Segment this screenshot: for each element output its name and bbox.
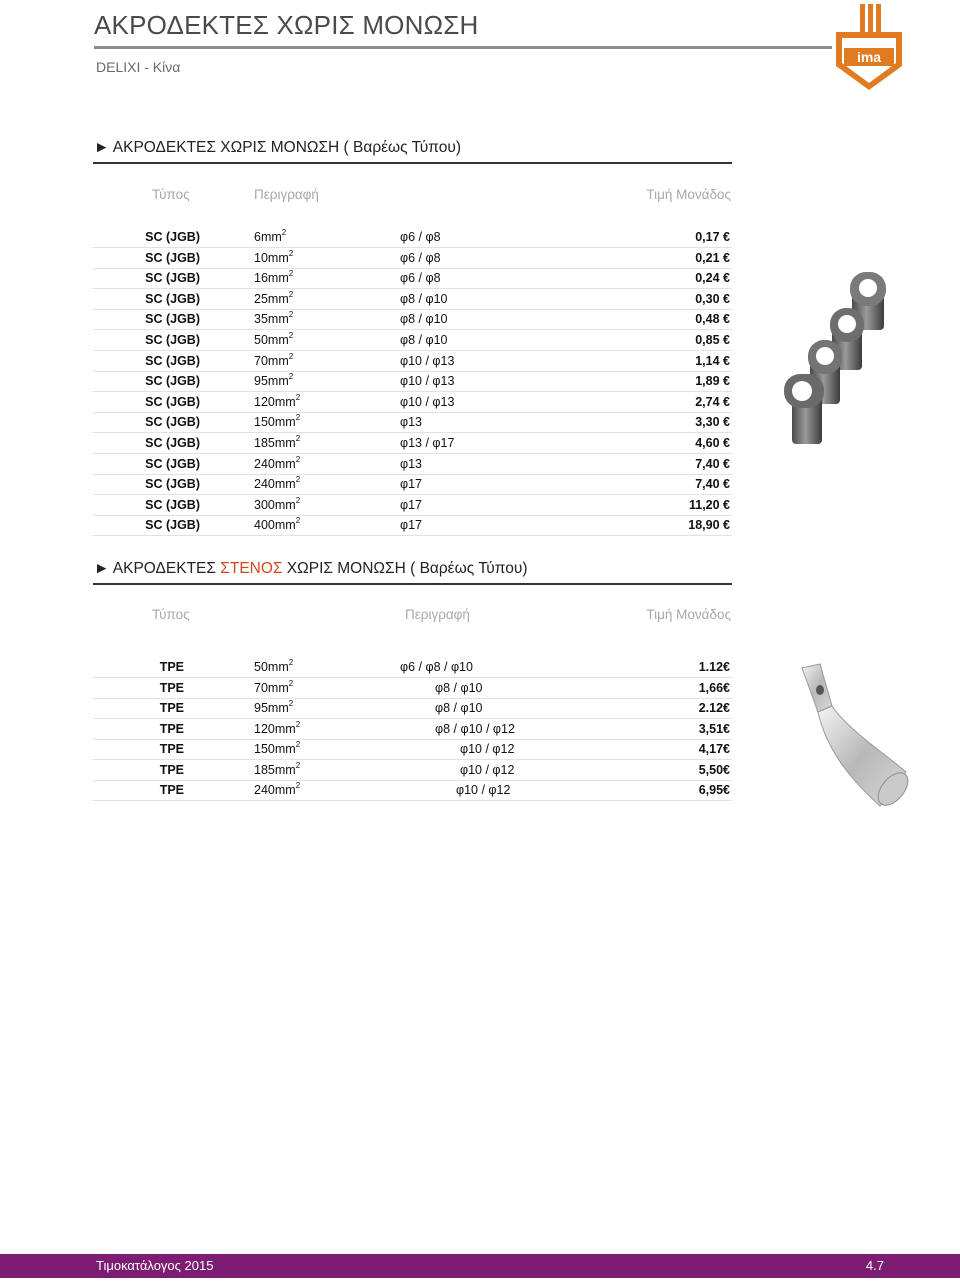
row-diameter: φ10 / φ12 — [460, 742, 515, 756]
row-diameter: φ6 / φ8 — [400, 250, 441, 265]
table-row — [93, 678, 732, 699]
table-row — [93, 392, 732, 413]
table-row — [93, 227, 732, 248]
row-diameter: φ6 / φ8 — [400, 230, 441, 244]
size-value: 50mm — [254, 333, 289, 347]
row-section-size — [254, 660, 293, 674]
size-value: 95mm — [254, 701, 289, 715]
row-type: SC (JGB) — [145, 497, 200, 512]
row-price: 0,21 € — [695, 250, 730, 265]
table-row — [93, 268, 732, 289]
row-type: SC (JGB) — [145, 456, 200, 471]
size-exponent: 2 — [295, 475, 301, 485]
row-section-size — [254, 701, 293, 715]
row-type: TPE — [159, 742, 184, 756]
table-row — [93, 371, 732, 392]
table-row — [93, 289, 732, 310]
size-exponent: 2 — [295, 516, 301, 526]
size-exponent: 2 — [288, 351, 294, 361]
row-type: TPE — [159, 680, 184, 695]
row-section-size — [254, 374, 293, 388]
size-exponent: 2 — [288, 331, 294, 340]
table-row — [93, 454, 732, 475]
table-row — [93, 657, 732, 678]
row-type: SC (JGB) — [145, 250, 200, 265]
row-type: SC (JGB) — [145, 291, 200, 306]
row-diameter: φ17 — [400, 477, 423, 492]
row-diameter: φ6 / φ8 — [400, 271, 441, 286]
row-type: TPE — [159, 701, 184, 715]
size-value: 95mm — [254, 374, 289, 389]
size-exponent: 2 — [288, 678, 294, 688]
table-row — [93, 433, 732, 454]
row-price: 0,24 € — [695, 271, 730, 286]
row-type: TPE — [159, 721, 184, 736]
row-type: SC (JGB) — [145, 312, 200, 327]
size-value: 185mm — [254, 762, 296, 777]
column-header-description-2: Περιγραφή — [405, 607, 470, 622]
row-price: 0,17 € — [695, 230, 730, 244]
row-diameter: φ8 / φ10 — [400, 312, 448, 327]
row-section-size — [254, 760, 301, 777]
row-section-size — [254, 719, 301, 736]
page-number: 4.7 — [865, 1258, 884, 1273]
column-header-price: Τιμή Μονάδος — [646, 187, 731, 202]
table-row — [93, 351, 732, 372]
size-exponent: 2 — [281, 228, 287, 237]
table-row — [93, 330, 732, 351]
ring-lugs-image — [780, 268, 898, 448]
table-row — [93, 760, 732, 781]
row-type: SC (JGB) — [145, 477, 200, 492]
row-section-size — [254, 312, 293, 326]
size-exponent: 2 — [288, 372, 294, 382]
row-section-size — [254, 230, 286, 244]
size-value: 10mm — [254, 250, 289, 265]
size-exponent: 2 — [288, 289, 294, 299]
row-section-size — [254, 783, 300, 797]
section-heading-1: ► ΑΚΡΟΔΕΚΤΕΣ ΧΩΡΙΣ ΜΟΝΩΣΗ ( Βαρέως Τύπου) — [94, 139, 461, 156]
title-divider — [94, 46, 832, 49]
row-diameter: φ10 / φ13 — [400, 394, 455, 409]
row-section-size — [254, 289, 294, 306]
row-price: 4,60 € — [695, 436, 730, 450]
section-divider-2 — [93, 583, 732, 585]
size-exponent: 2 — [295, 392, 301, 402]
page-subtitle: DELIXI - Κίνα — [96, 59, 181, 75]
size-exponent: 2 — [295, 719, 301, 729]
section-divider-1 — [93, 162, 732, 164]
row-price: 7,40 € — [695, 477, 730, 492]
row-section-size — [254, 415, 300, 429]
row-type: SC (JGB) — [145, 394, 200, 409]
footer-catalog-label: Τιμοκατάλογος 2015 — [96, 1258, 214, 1273]
row-price: 0,30 € — [695, 291, 730, 306]
row-section-size — [254, 248, 294, 265]
heading-2-part-1: ► ΑΚΡΟΔΕΚΤΕΣ — [94, 560, 221, 577]
row-price: 11,20 € — [688, 497, 730, 512]
row-price: 0,48 € — [695, 312, 730, 327]
row-section-size — [254, 392, 301, 409]
ima-logo — [832, 2, 906, 94]
row-diameter: φ8 / φ10 / φ12 — [435, 721, 515, 736]
row-section-size — [254, 271, 293, 285]
row-diameter: φ13 / φ17 — [400, 436, 455, 450]
row-type: SC (JGB) — [145, 333, 200, 347]
column-header-type: Τύπος — [152, 187, 190, 202]
row-diameter: φ8 / φ10 — [435, 680, 483, 695]
size-value: 240mm — [254, 477, 296, 492]
footer-bar — [0, 1254, 960, 1278]
table-row — [93, 515, 732, 536]
row-section-size — [254, 454, 301, 471]
section-heading-2 — [94, 560, 528, 578]
row-price: 5,50€ — [698, 762, 730, 777]
row-section-size — [254, 518, 300, 532]
size-value: 240mm — [254, 456, 296, 471]
row-price: 0,85 € — [695, 333, 730, 347]
size-value: 120mm — [254, 394, 296, 409]
row-section-size — [254, 678, 294, 695]
size-exponent: 2 — [288, 310, 294, 320]
size-exponent: 2 — [295, 495, 301, 505]
row-price: 6,95€ — [698, 783, 730, 797]
size-value: 150mm — [254, 742, 296, 756]
size-exponent: 2 — [288, 699, 294, 708]
row-section-size — [254, 477, 300, 491]
row-price: 1,66€ — [698, 680, 730, 695]
narrow-lug-image — [788, 660, 912, 810]
row-diameter: φ17 — [400, 518, 423, 533]
row-section-size — [254, 742, 300, 756]
size-exponent: 2 — [295, 740, 301, 749]
row-type: TPE — [159, 762, 184, 777]
row-type: SC (JGB) — [145, 271, 200, 286]
size-value: 70mm — [254, 353, 289, 368]
row-price: 18,90 € — [688, 518, 730, 533]
row-section-size — [254, 436, 300, 450]
size-value: 6mm — [254, 230, 282, 244]
heading-2-part-2: ΧΩΡΙΣ ΜΟΝΩΣΗ ( Βαρέως Τύπου) — [282, 560, 528, 577]
row-price: 3,30 € — [695, 415, 730, 430]
row-type: TPE — [159, 660, 184, 674]
column-header-price-2: Τιμή Μονάδος — [646, 607, 731, 622]
size-exponent: 2 — [295, 434, 301, 443]
table-row — [93, 248, 732, 269]
row-diameter: φ6 / φ8 / φ10 — [400, 660, 473, 674]
table-row — [93, 780, 732, 801]
row-price: 2.12€ — [698, 701, 730, 715]
size-value: 50mm — [254, 660, 289, 674]
row-type: TPE — [159, 783, 184, 797]
row-diameter: φ8 / φ10 — [400, 291, 448, 306]
row-diameter: φ17 — [400, 497, 423, 512]
column-header-description: Περιγραφή — [254, 187, 319, 202]
table-row — [93, 698, 732, 719]
row-section-size — [254, 351, 294, 368]
table-row — [93, 739, 732, 760]
row-diameter: φ8 / φ10 — [435, 701, 483, 715]
size-exponent: 2 — [295, 413, 301, 423]
row-diameter: φ8 / φ10 — [400, 333, 448, 347]
row-type: SC (JGB) — [145, 415, 200, 430]
size-value: 150mm — [254, 415, 296, 430]
row-type: SC (JGB) — [145, 436, 200, 450]
size-value: 16mm — [254, 271, 289, 286]
row-diameter: φ10 / φ13 — [400, 374, 455, 389]
size-value: 25mm — [254, 291, 289, 306]
size-exponent: 2 — [295, 454, 301, 464]
row-price: 1,14 € — [695, 353, 730, 368]
row-diameter: φ10 / φ12 — [460, 762, 515, 777]
size-exponent: 2 — [288, 658, 294, 667]
row-diameter: φ13 — [400, 415, 423, 430]
table-row — [93, 495, 732, 516]
size-value: 240mm — [254, 783, 296, 797]
row-diameter: φ10 / φ12 — [456, 783, 511, 797]
table-row — [93, 412, 732, 433]
size-value: 120mm — [254, 721, 296, 736]
row-price: 3,51€ — [698, 721, 730, 736]
size-value: 185mm — [254, 436, 296, 450]
logo-text: ima — [856, 49, 882, 65]
size-value: 35mm — [254, 312, 289, 327]
row-type: SC (JGB) — [145, 230, 200, 244]
row-price: 1,89 € — [695, 374, 730, 389]
row-price: 7,40 € — [695, 456, 730, 471]
size-exponent: 2 — [288, 248, 294, 258]
size-exponent: 2 — [295, 760, 301, 770]
size-value: 400mm — [254, 518, 296, 533]
table-row — [93, 474, 732, 495]
row-price: 1.12€ — [698, 660, 730, 674]
row-section-size — [254, 333, 293, 347]
page-title: ΑΚΡΟΔΕΚΤΕΣ ΧΩΡΙΣ ΜΟΝΩΣΗ — [94, 10, 479, 40]
size-exponent: 2 — [295, 781, 301, 790]
size-value: 300mm — [254, 497, 296, 512]
row-price: 2,74 € — [695, 394, 730, 409]
size-value: 70mm — [254, 680, 289, 695]
heading-2-accent: ΣΤΕΝΟΣ — [220, 560, 283, 577]
row-type: SC (JGB) — [145, 353, 200, 368]
row-type: SC (JGB) — [145, 518, 200, 533]
table-row — [93, 309, 732, 330]
row-price: 4,17€ — [698, 742, 730, 756]
row-type: SC (JGB) — [145, 374, 200, 389]
row-section-size — [254, 495, 301, 512]
column-header-type-2: Τύπος — [152, 607, 190, 622]
row-diameter: φ10 / φ13 — [400, 353, 455, 368]
size-exponent: 2 — [288, 269, 294, 279]
table-row — [93, 719, 732, 740]
row-diameter: φ13 — [400, 456, 423, 471]
